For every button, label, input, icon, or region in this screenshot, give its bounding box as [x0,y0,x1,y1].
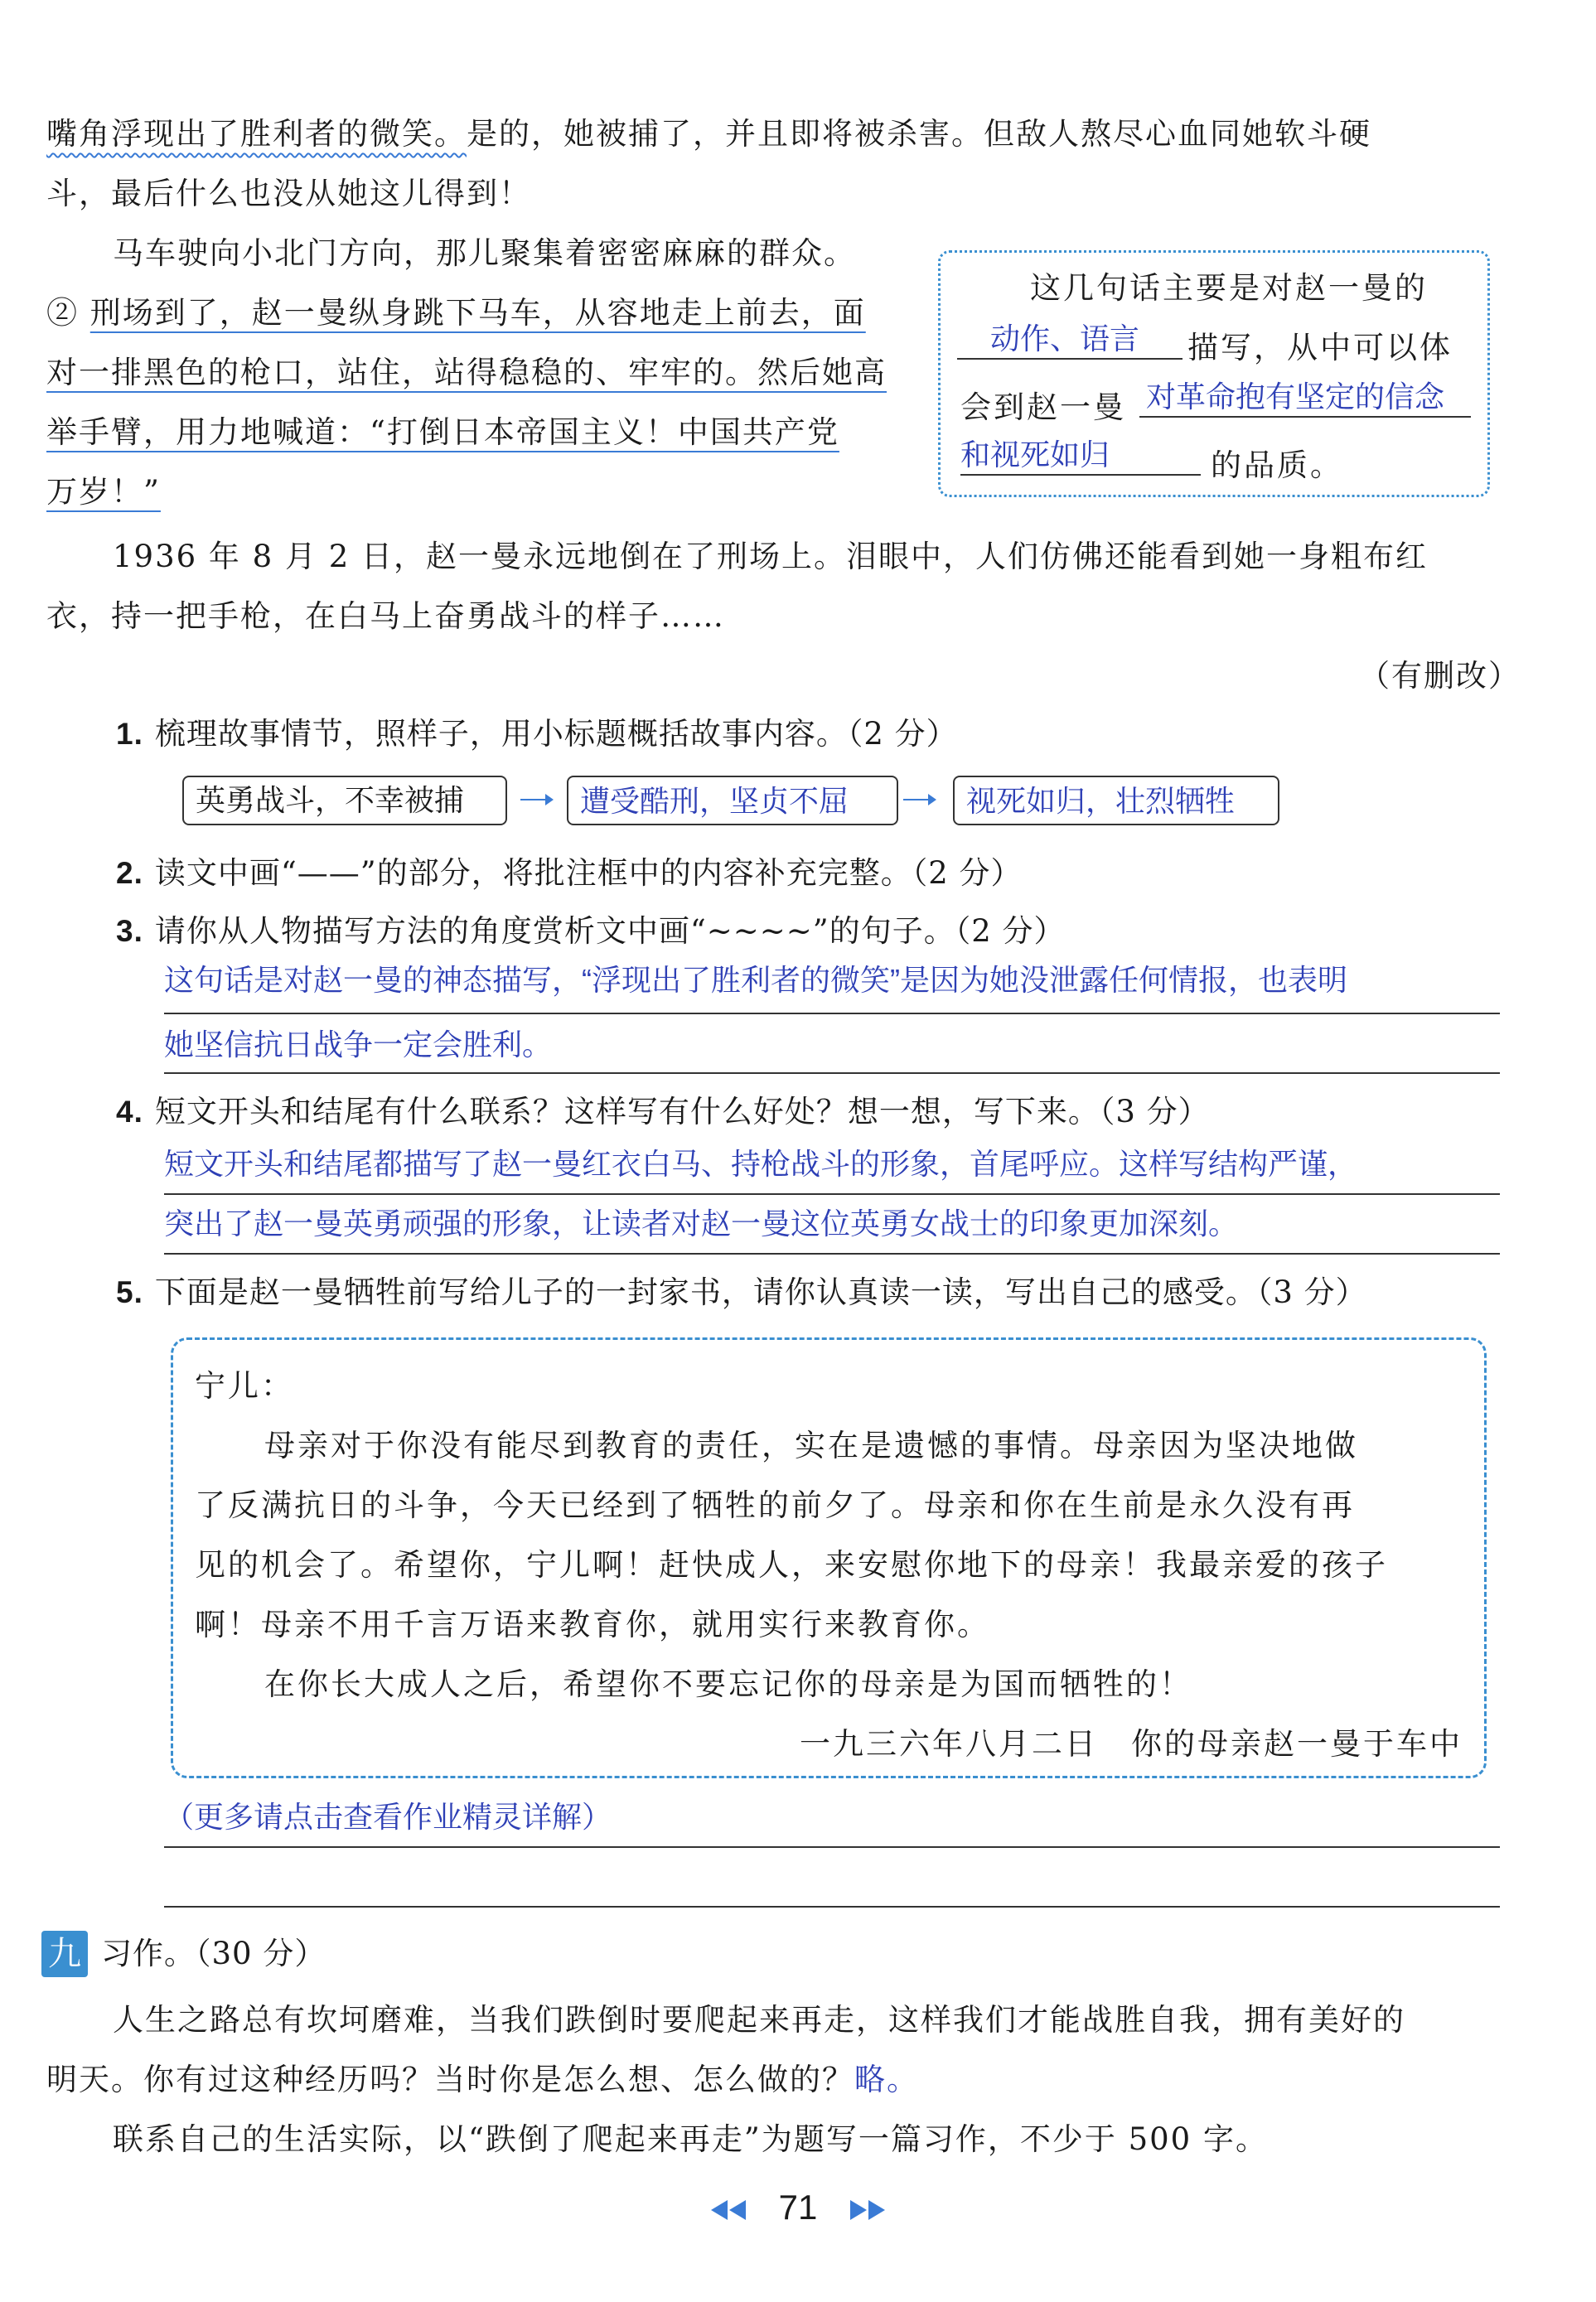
section-9-title: 习作。（30 分） [101,1936,326,1971]
next-arrow-icon[interactable] [850,2200,867,2220]
letter-box [171,1337,1487,1778]
answer-4-line-2: 突出了赵一曼英勇顽强的形象，让读者对赵一曼这位英勇女战士的印象更加深刻。 [164,1207,1239,1240]
section-badge: 九 [41,1931,88,1977]
chain-arrow-2 [903,799,935,800]
chain-arrow-1 [520,799,552,800]
answer-5-line-1[interactable]: （更多请点击查看作业精灵详解） [164,1800,612,1834]
chain-box-2: 遭受酷刑，坚贞不屈 [567,776,898,825]
answer-line [164,1253,1500,1255]
prev-arrow-icon[interactable] [729,2200,746,2220]
answer-3-line-2: 她坚信抗日战争一定会胜利。 [164,1028,553,1062]
question-3: 3. 请你从人物描写方法的角度赏析文中画“~~~~”的句子。（2 分） [116,913,1066,949]
section-9-line-2: 明天。你有过这种经历吗？当时你是怎么想、怎么做的？略。 [46,2062,919,2097]
letter-line-2: 了反满抗日的斗争，今天已经到了牺牲的前夕了。母亲和你在生前是永久没有再 [195,1487,1355,1523]
section-9-line-3: 联系自己的生活实际，以“跌倒了爬起来再走”为题写一篇习作，不少于 500 字。 [113,2121,1268,2157]
story-line-2: 斗，最后什么也没从她这儿得到！ [46,176,531,211]
note-line-3: 会到赵一曼 [960,389,1126,425]
letter-line-5: 在你长大成人之后，希望你不要忘记你的母亲是为国而牺牲的！ [264,1666,1192,1702]
note-fill-1: 动作、语言 [957,316,1182,360]
question-5: 5. 下面是赵一曼牺牲前写给儿子的一封家书，请你认真读一读，写出自己的感受。（3 分） [116,1274,1367,1310]
answer-line [164,1072,1500,1074]
letter-line-1: 母亲对于你没有能尽到教育的责任，实在是遗憾的事情。母亲因为坚决地做 [264,1428,1358,1463]
answer-3-line-1: 这句话是对赵一曼的神态描写，“浮现出了胜利者的微笑”是因为她没泄露任何情报，也表明 [164,963,1347,997]
next-arrow-icon[interactable] [868,2200,885,2220]
marker-2: ② [46,295,79,331]
story-line-6: 举手臂，用力地喊道：“打倒日本帝国主义！中国共产党 [46,414,839,450]
chain-box-3: 视死如归，壮烈牺牲 [953,776,1279,825]
note-line-1: 这几句话主要是对赵一曼的 [1030,270,1428,306]
story-line-4: ② 刑场到了，赵一曼纵身跳下马车，从容地走上前去，面 [46,295,866,331]
question-2: 2. 读文中画“——”的部分，将批注框中的内容补充完整。（2 分） [116,855,1023,891]
story-line-9: 衣，持一把手枪，在白马上奋勇战斗的样子…… [46,598,725,634]
wavy-sentence: 嘴角浮现出了胜利者的微笑。 [46,116,467,152]
letter-signature: 一九三六年八月二日 你的母亲赵一曼于车中 [800,1726,1463,1762]
answer-line [164,1193,1500,1195]
chain-box-1: 英勇战斗，不幸被捕 [182,776,507,825]
question-1: 1. 梳理故事情节，照样子，用小标题概括故事内容。（2 分） [116,716,958,752]
note-fill-2: 对革命抱有坚定的信念 [1139,374,1471,418]
story-line-5: 对一排黑色的枪口，站住，站得稳稳的、牢牢的。然后她高 [46,355,887,390]
annotation-box [938,250,1490,497]
story-line-3: 马车驶向小北门方向，那儿聚集着密密麻麻的群众。 [113,235,856,271]
prev-arrow-icon[interactable] [711,2200,728,2220]
letter-line-3: 见的机会了。希望你，宁儿啊！赶快成人，来安慰你地下的母亲！我最亲爱的孩子 [195,1547,1388,1583]
note-fill-3: 和视死如归 [960,432,1201,476]
story-line-1: 嘴角浮现出了胜利者的微笑。是的，她被捕了，并且即将被杀害。但敌人熬尽心血同她软斗硬 [46,116,1371,152]
letter-greeting: 宁儿： [195,1368,294,1404]
answer-line [164,1013,1500,1014]
letter-line-4: 啊！母亲不用千言万语来教育你，就用实行来教育你。 [195,1607,990,1642]
page-number: 71 [0,2188,1596,2227]
source-note: （有删改） [1359,658,1521,694]
story-line-8: 1936 年 8 月 2 日，赵一曼永远地倒在了刑场上。泪眼中，人们仿佛还能看到她一身粗布红 [113,539,1429,574]
story-line-7: 万岁！” [46,474,161,510]
note-line-4: 的品质。 [1211,447,1343,483]
answer-line [164,1906,1500,1908]
answer-line [164,1846,1500,1848]
note-line-2: 描写，从中可以体 [1187,330,1453,365]
section-9-line-1: 人生之路总有坎坷磨难，当我们跌倒时要爬起来再走，这样我们才能战胜自我，拥有美好的 [113,2002,1405,2038]
answer-4-line-1: 短文开头和结尾都描写了赵一曼红衣白马、持枪战斗的形象，首尾呼应。这样写结构严谨， [164,1147,1358,1181]
section-9-answer: 略。 [854,2063,919,2096]
question-4: 4. 短文开头和结尾有什么联系？这样写有什么好处？想一想，写下来。（3 分） [116,1094,1210,1129]
